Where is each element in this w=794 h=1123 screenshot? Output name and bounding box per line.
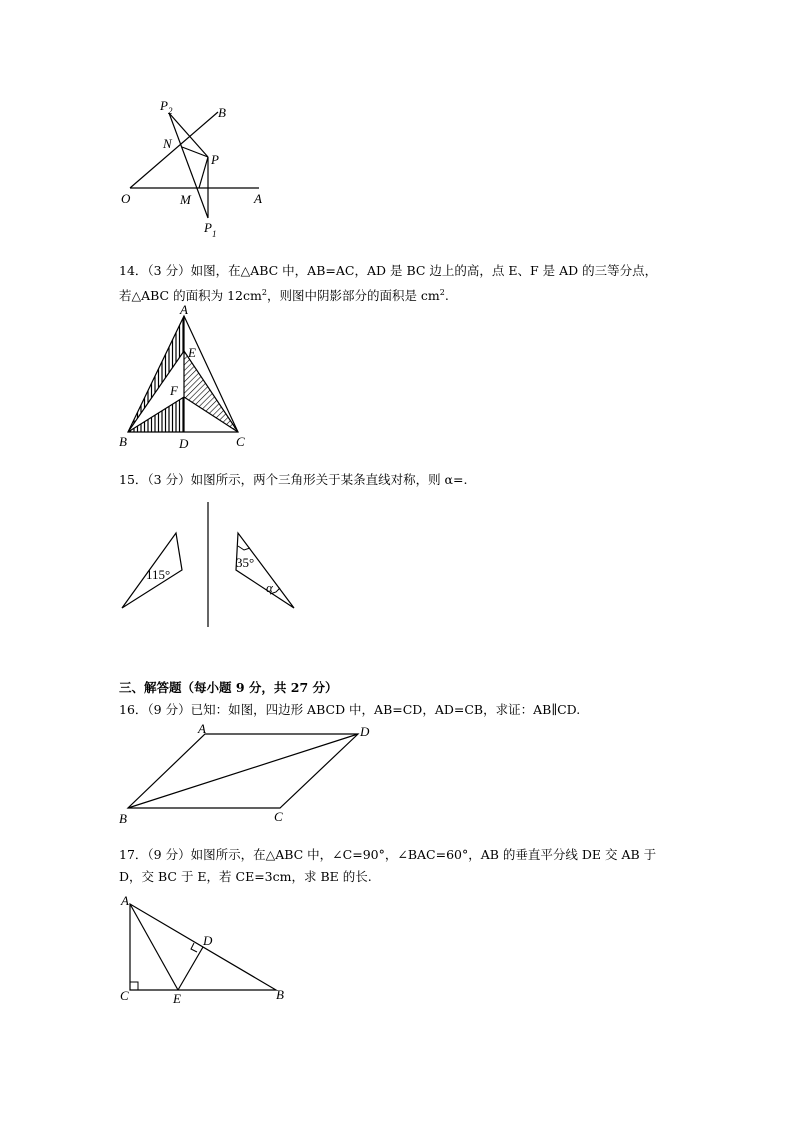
- q13-figure: [110, 95, 280, 245]
- label-d: D: [360, 724, 370, 739]
- q16-text: 16．（9 分）已知：如图，四边形 ABCD 中，AB=CD，AD=CB，求证：AB∥CD.: [119, 702, 581, 717]
- q15-text: 15．（3 分）如图所示，两个三角形关于某条直线对称，则 α=.: [119, 472, 468, 487]
- label-p2: $P_2$: [160, 98, 173, 116]
- q16-figure: [115, 720, 380, 830]
- label-p: P: [211, 152, 219, 167]
- section3-title: 三、解答题（每小题 9 分，共 27 分）: [119, 680, 338, 695]
- label-b: B: [119, 434, 127, 449]
- label-c: C: [120, 988, 129, 1003]
- label-e: E: [188, 345, 196, 360]
- q14-text: [119, 260, 657, 307]
- q14-line2: 若△ABC 的面积为 $12cm^2$，则图中阴影部分的面积是 $cm^2$.: [119, 288, 449, 304]
- right-angle-c: [130, 982, 138, 990]
- segment-ae: [130, 904, 178, 990]
- label-m: M: [180, 192, 191, 207]
- label-e: E: [173, 991, 181, 1006]
- q17-figure: [115, 890, 295, 1005]
- label-b: B: [119, 811, 127, 826]
- q17-text: [119, 844, 656, 888]
- angle-alpha: α: [266, 580, 273, 595]
- label-a: A: [198, 721, 206, 736]
- label-f: F: [170, 383, 178, 398]
- q17-line2: D，交 BC 于 E，若 CE=3cm，求 BE 的长.: [119, 869, 372, 884]
- label-c: C: [236, 434, 245, 449]
- label-c: C: [274, 809, 283, 824]
- segment-p2-p: [169, 113, 208, 157]
- q14-line1: 14．（3 分）如图，在△ABC 中，AB=AC，AD 是 BC 边上的高，点 E、F 是 AD 的三等分点，: [119, 263, 658, 278]
- label-n: N: [163, 136, 172, 151]
- segment-m-p: [199, 157, 208, 188]
- label-d: D: [203, 933, 213, 948]
- label-o: O: [121, 191, 131, 206]
- label-p1: $P_1$: [204, 220, 217, 239]
- q14-figure: [110, 302, 260, 452]
- label-a: A: [254, 191, 262, 206]
- right-triangle: [236, 533, 294, 608]
- label-b: B: [276, 987, 284, 1002]
- angle-35: 35°: [236, 555, 255, 570]
- q17-line1: 17．（9 分）如图所示，在△ABC 中，∠C=90°，∠BAC=60°，AB 的垂直平分线 DE 交 AB 于: [119, 847, 657, 862]
- ray-ob: [130, 112, 218, 188]
- label-b: B: [218, 105, 226, 120]
- right-angle-d: [191, 943, 197, 952]
- label-d: D: [179, 436, 189, 451]
- angle-115: 115°: [146, 567, 171, 582]
- label-a: A: [121, 893, 129, 908]
- diagonal-bd: [128, 734, 358, 808]
- q15-figure: [115, 500, 305, 630]
- label-a: A: [180, 302, 188, 317]
- perpendicular-de: [178, 947, 203, 990]
